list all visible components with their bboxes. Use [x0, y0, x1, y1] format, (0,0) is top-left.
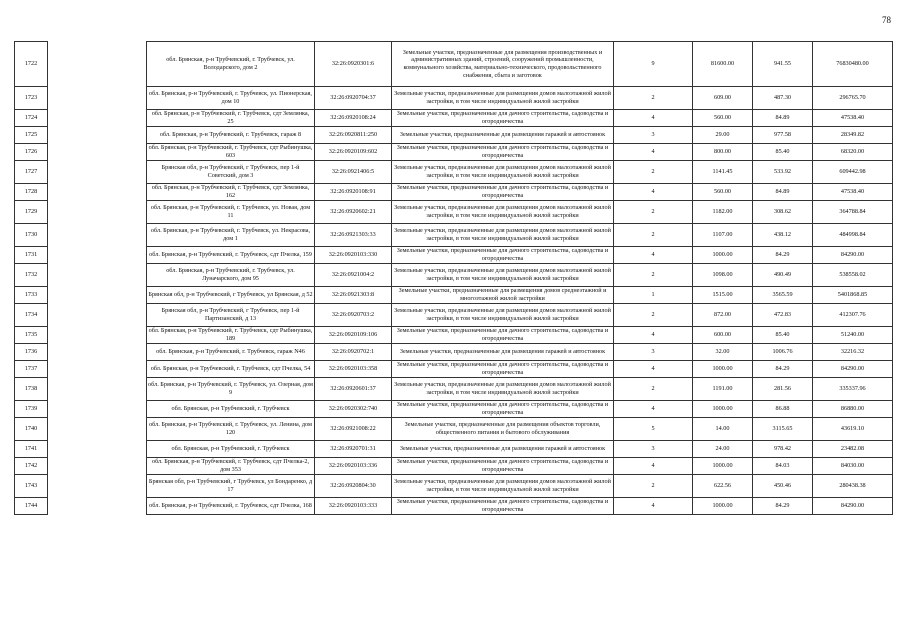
row-number-cell: 1735 [15, 327, 48, 344]
table-row [15, 110, 893, 127]
specific-value-cell: 308.62 [753, 201, 813, 224]
cadastral-number-cell: 32:26:0920602:21 [315, 201, 392, 224]
cadastral-value-table [14, 41, 893, 515]
row-number-cell: 1726 [15, 144, 48, 161]
area-cell: 622.56 [693, 475, 753, 498]
land-use-cell: Земельные участки, предназначенные для размещения домов малоэтажной жилой застройки, в том числе индивидуальной жилой застройки [392, 264, 614, 287]
cadastral-value-cell: 364788.84 [813, 201, 893, 224]
specific-value-cell: 977.58 [753, 127, 813, 144]
address-cell: Брянская обл, р-н Трубчевский, г Трубчевск, пер 1-й Партизанский, д 13 [147, 304, 315, 327]
group-number-cell: 2 [614, 201, 693, 224]
cadastral-number-cell: 32:26:0920702:1 [315, 344, 392, 361]
specific-value-cell: 86.88 [753, 401, 813, 418]
cadastral-value-cell: 43619.10 [813, 418, 893, 441]
cadastral-value-cell: 412307.76 [813, 304, 893, 327]
specific-value-cell: 84.29 [753, 361, 813, 378]
land-use-cell: Земельные участки, предназначенные для дачного строительства, садоводства и огородничества [392, 110, 614, 127]
address-cell: обл. Брянская, р-н Трубчевский, г. Трубчевск, сдт Землянка, 162 [147, 184, 315, 201]
blank-cell [48, 287, 147, 304]
cadastral-value-cell: 51240.00 [813, 327, 893, 344]
cadastral-value-cell: 28349.82 [813, 127, 893, 144]
specific-value-cell: 84.03 [753, 458, 813, 475]
blank-cell [48, 304, 147, 327]
group-number-cell: 4 [614, 247, 693, 264]
blank-cell [48, 87, 147, 110]
land-use-cell: Земельные участки, предназначенные для дачного строительства, садоводства и огородничества [392, 498, 614, 515]
blank-cell [48, 161, 147, 184]
address-cell: Брянская обл, р-н Трубчевский, г Трубчевск, пер 1-й Советский, дом 3 [147, 161, 315, 184]
cadastral-number-cell: 32:26:0920811:250 [315, 127, 392, 144]
table-row [15, 418, 893, 441]
cadastral-number-cell: 32:26:0920601:37 [315, 378, 392, 401]
row-number-cell: 1739 [15, 401, 48, 418]
land-use-cell: Земельные участки, предназначенные для размещения домов малоэтажной жилой застройки, в том числе индивидуальной жилой застройки [392, 378, 614, 401]
table-row [15, 401, 893, 418]
specific-value-cell: 533.92 [753, 161, 813, 184]
table-row [15, 144, 893, 161]
address-cell: обл. Брянская, р-н Трубчевский, г. Трубчевск [147, 441, 315, 458]
land-use-cell: Земельные участки, предназначенные для размещения производственных и административных зданий, строений, сооружений промышленности, коммунального хозяйства, материально-технического, продовольственного снабжения, сбыта и заготовок [392, 42, 614, 87]
address-cell: обл. Брянская, р-н Трубчевский, г. Трубчевск, ул. Володарского, дом 2 [147, 42, 315, 87]
cadastral-value-cell: 84290.00 [813, 498, 893, 515]
area-cell: 609.00 [693, 87, 753, 110]
address-cell: обл. Брянская, р-н Трубчевский, г. Трубчевск, гараж 8 [147, 127, 315, 144]
row-number-cell: 1737 [15, 361, 48, 378]
blank-cell [48, 224, 147, 247]
blank-cell [48, 264, 147, 287]
blank-cell [48, 344, 147, 361]
row-number-cell: 1724 [15, 110, 48, 127]
specific-value-cell: 438.12 [753, 224, 813, 247]
area-cell: 872.00 [693, 304, 753, 327]
land-use-cell: Земельные участки, предназначенные для размещения гаражей и автостоянок [392, 127, 614, 144]
cadastral-number-cell: 32:26:0920103:330 [315, 247, 392, 264]
land-use-cell: Земельные участки, предназначенные для размещения домов малоэтажной жилой застройки, в том числе индивидуальной жилой застройки [392, 161, 614, 184]
specific-value-cell: 3565.59 [753, 287, 813, 304]
cadastral-value-cell: 76830480.00 [813, 42, 893, 87]
address-cell: обл. Брянская, р-н Трубчевский, г. Трубчевск, ул. Пионерская, дом 10 [147, 87, 315, 110]
cadastral-number-cell: 32:26:0920108:91 [315, 184, 392, 201]
row-number-cell: 1743 [15, 475, 48, 498]
group-number-cell: 4 [614, 327, 693, 344]
table-row [15, 458, 893, 475]
table-row [15, 378, 893, 401]
cadastral-value-cell: 84290.00 [813, 247, 893, 264]
table-row [15, 264, 893, 287]
row-number-cell: 1729 [15, 201, 48, 224]
address-cell: обл. Брянская, р-н Трубчевский, г. Трубчевск, ул. Новая, дом 11 [147, 201, 315, 224]
table-row [15, 304, 893, 327]
specific-value-cell: 281.56 [753, 378, 813, 401]
row-number-cell: 1744 [15, 498, 48, 515]
area-cell: 800.00 [693, 144, 753, 161]
table-row [15, 42, 893, 87]
area-cell: 1191.00 [693, 378, 753, 401]
cadastral-value-cell: 84030.00 [813, 458, 893, 475]
specific-value-cell: 490.49 [753, 264, 813, 287]
blank-cell [48, 144, 147, 161]
row-number-cell: 1723 [15, 87, 48, 110]
area-cell: 14.00 [693, 418, 753, 441]
cadastral-number-cell: 32:26:0920108:24 [315, 110, 392, 127]
address-cell: обл. Брянская, р-н Трубчевский, г. Трубчевск [147, 401, 315, 418]
land-use-cell: Земельные участки, предназначенные для размещения домов среднеэтажной и многоэтажной жилой застройки [392, 287, 614, 304]
cadastral-number-cell: 32:26:0920701:31 [315, 441, 392, 458]
table-row [15, 127, 893, 144]
row-number-cell: 1742 [15, 458, 48, 475]
cadastral-number-cell: 32:26:0920103:358 [315, 361, 392, 378]
cadastral-number-cell: 32:26:0920103:336 [315, 458, 392, 475]
specific-value-cell: 450.46 [753, 475, 813, 498]
group-number-cell: 2 [614, 224, 693, 247]
cadastral-number-cell: 32:26:0920103:333 [315, 498, 392, 515]
area-cell: 1182.00 [693, 201, 753, 224]
area-cell: 1000.00 [693, 401, 753, 418]
group-number-cell: 3 [614, 344, 693, 361]
group-number-cell: 4 [614, 458, 693, 475]
table-row [15, 498, 893, 515]
address-cell: обл. Брянская, р-н Трубчевский, г. Трубчевск, ул. Озерная, дом 9 [147, 378, 315, 401]
land-use-cell: Земельные участки, предназначенные для дачного строительства, садоводства и огородничества [392, 247, 614, 264]
area-cell: 29.00 [693, 127, 753, 144]
blank-cell [48, 327, 147, 344]
blank-cell [48, 378, 147, 401]
row-number-cell: 1738 [15, 378, 48, 401]
specific-value-cell: 84.89 [753, 184, 813, 201]
group-number-cell: 3 [614, 441, 693, 458]
land-use-cell: Земельные участки, предназначенные для дачного строительства, садоводства и огородничества [392, 401, 614, 418]
group-number-cell: 9 [614, 42, 693, 87]
land-use-cell: Земельные участки, предназначенные для размещения домов малоэтажной жилой застройки, в том числе индивидуальной жилой застройки [392, 87, 614, 110]
area-cell: 1107.00 [693, 224, 753, 247]
specific-value-cell: 941.55 [753, 42, 813, 87]
cadastral-value-cell: 609442.98 [813, 161, 893, 184]
blank-cell [48, 201, 147, 224]
table-row [15, 201, 893, 224]
row-number-cell: 1740 [15, 418, 48, 441]
address-cell: обл. Брянская, р-н Трубчевский, г. Трубчевск, ул. Луначарского, дом 95 [147, 264, 315, 287]
blank-cell [48, 42, 147, 87]
land-use-cell: Земельные участки, предназначенные для размещения домов малоэтажной жилой застройки, в том числе индивидуальной жилой застройки [392, 201, 614, 224]
table-row [15, 247, 893, 264]
specific-value-cell: 84.89 [753, 110, 813, 127]
cadastral-number-cell: 32:26:0920301:6 [315, 42, 392, 87]
cadastral-number-cell: 32:26:0920804:30 [315, 475, 392, 498]
land-use-cell: Земельные участки, предназначенные для размещения объектов торговли, общественного питания и бытового обслуживания [392, 418, 614, 441]
cadastral-value-cell: 484998.84 [813, 224, 893, 247]
group-number-cell: 4 [614, 144, 693, 161]
table-row [15, 161, 893, 184]
land-use-cell: Земельные участки, предназначенные для размещения гаражей и автостоянок [392, 344, 614, 361]
area-cell: 1098.00 [693, 264, 753, 287]
cadastral-value-cell: 32216.32 [813, 344, 893, 361]
cadastral-number-cell: 32:26:0921303:8 [315, 287, 392, 304]
cadastral-number-cell: 32:26:0920703:2 [315, 304, 392, 327]
specific-value-cell: 978.42 [753, 441, 813, 458]
cadastral-number-cell: 32:26:0921008:22 [315, 418, 392, 441]
area-cell: 32.00 [693, 344, 753, 361]
address-cell: обл. Брянская, р-н Трубчевский, г. Трубчевск, ул. Ленина, дом 120 [147, 418, 315, 441]
cadastral-value-cell: 47538.40 [813, 184, 893, 201]
group-number-cell: 2 [614, 161, 693, 184]
area-cell: 1141.45 [693, 161, 753, 184]
row-number-cell: 1727 [15, 161, 48, 184]
group-number-cell: 4 [614, 401, 693, 418]
group-number-cell: 4 [614, 361, 693, 378]
land-use-cell: Земельные участки, предназначенные для дачного строительства, садоводства и огородничества [392, 184, 614, 201]
area-cell: 560.00 [693, 184, 753, 201]
blank-cell [48, 498, 147, 515]
cadastral-value-cell: 335337.96 [813, 378, 893, 401]
cadastral-value-cell: 23482.08 [813, 441, 893, 458]
blank-cell [48, 361, 147, 378]
area-cell: 81600.00 [693, 42, 753, 87]
row-number-cell: 1733 [15, 287, 48, 304]
row-number-cell: 1736 [15, 344, 48, 361]
blank-cell [48, 247, 147, 264]
cadastral-value-cell: 296765.70 [813, 87, 893, 110]
land-use-cell: Земельные участки, предназначенные для дачного строительства, садоводства и огородничества [392, 458, 614, 475]
address-cell: Брянская обл, р-н Трубчевский, г Трубчевск, ул Бондаренко, д 17 [147, 475, 315, 498]
table-row [15, 361, 893, 378]
row-number-cell: 1722 [15, 42, 48, 87]
area-cell: 1000.00 [693, 247, 753, 264]
blank-cell [48, 110, 147, 127]
group-number-cell: 2 [614, 475, 693, 498]
cadastral-value-cell: 538558.02 [813, 264, 893, 287]
address-cell: обл. Брянская, р-н Трубчевский, г. Трубчевск, сдт Землянка, 25 [147, 110, 315, 127]
specific-value-cell: 85.40 [753, 144, 813, 161]
row-number-cell: 1731 [15, 247, 48, 264]
group-number-cell: 3 [614, 127, 693, 144]
row-number-cell: 1732 [15, 264, 48, 287]
group-number-cell: 2 [614, 264, 693, 287]
group-number-cell: 5 [614, 418, 693, 441]
land-use-cell: Земельные участки, предназначенные для размещения гаражей и автостоянок [392, 441, 614, 458]
area-cell: 24.00 [693, 441, 753, 458]
specific-value-cell: 84.29 [753, 247, 813, 264]
blank-cell [48, 127, 147, 144]
page-number: 78 [882, 15, 891, 25]
area-cell: 1000.00 [693, 361, 753, 378]
cadastral-number-cell: 32:26:0920302:740 [315, 401, 392, 418]
address-cell: обл. Брянская, р-н Трубчевский, г. Трубчевск, сдт Пчелка-2, дом 353 [147, 458, 315, 475]
area-cell: 1515.00 [693, 287, 753, 304]
cadastral-number-cell: 32:26:0920704:37 [315, 87, 392, 110]
area-cell: 560.00 [693, 110, 753, 127]
cadastral-number-cell: 32:26:0920109:106 [315, 327, 392, 344]
area-cell: 1000.00 [693, 458, 753, 475]
row-number-cell: 1741 [15, 441, 48, 458]
blank-cell [48, 418, 147, 441]
table-row [15, 287, 893, 304]
row-number-cell: 1734 [15, 304, 48, 327]
address-cell: обл. Брянская, р-н Трубчевский, г. Трубчевск, сдт Пчелка, 54 [147, 361, 315, 378]
land-use-cell: Земельные участки, предназначенные для размещения домов малоэтажной жилой застройки, в том числе индивидуальной жилой застройки [392, 224, 614, 247]
land-use-cell: Земельные участки, предназначенные для дачного строительства, садоводства и огородничества [392, 327, 614, 344]
group-number-cell: 4 [614, 498, 693, 515]
group-number-cell: 2 [614, 304, 693, 327]
address-cell: обл. Брянская, р-н Трубчевский, г. Трубчевск, сдт Пчелка, 159 [147, 247, 315, 264]
specific-value-cell: 487.30 [753, 87, 813, 110]
specific-value-cell: 84.29 [753, 498, 813, 515]
address-cell: Брянская обл, р-н Трубчевский, г Трубчевск, ул Брянская, д 52 [147, 287, 315, 304]
group-number-cell: 2 [614, 378, 693, 401]
blank-cell [48, 184, 147, 201]
table-row [15, 475, 893, 498]
specific-value-cell: 85.40 [753, 327, 813, 344]
land-use-cell: Земельные участки, предназначенные для дачного строительства, садоводства и огородничества [392, 361, 614, 378]
group-number-cell: 2 [614, 87, 693, 110]
area-cell: 600.00 [693, 327, 753, 344]
specific-value-cell: 472.83 [753, 304, 813, 327]
address-cell: обл. Брянская, р-н Трубчевский, г. Трубчевск, сдт Рыбинушка, 603 [147, 144, 315, 161]
cadastral-number-cell: 32:26:0921406:5 [315, 161, 392, 184]
row-number-cell: 1728 [15, 184, 48, 201]
table-row [15, 441, 893, 458]
row-number-cell: 1725 [15, 127, 48, 144]
cadastral-value-cell: 68320.00 [813, 144, 893, 161]
group-number-cell: 1 [614, 287, 693, 304]
address-cell: обл. Брянская, р-н Трубчевский, г. Трубчевск, сдт Рыбинушка, 189 [147, 327, 315, 344]
cadastral-value-cell: 47538.40 [813, 110, 893, 127]
cadastral-value-cell: 86880.00 [813, 401, 893, 418]
table-row [15, 184, 893, 201]
cadastral-value-cell: 280438.38 [813, 475, 893, 498]
cadastral-number-cell: 32:26:0921303:33 [315, 224, 392, 247]
blank-cell [48, 475, 147, 498]
group-number-cell: 4 [614, 184, 693, 201]
specific-value-cell: 3115.65 [753, 418, 813, 441]
table-row [15, 344, 893, 361]
blank-cell [48, 458, 147, 475]
cadastral-value-cell: 84290.00 [813, 361, 893, 378]
address-cell: обл. Брянская, р-н Трубчевский, г. Трубчевск, гараж N46 [147, 344, 315, 361]
land-use-cell: Земельные участки, предназначенные для размещения домов малоэтажной жилой застройки, в том числе индивидуальной жилой застройки [392, 304, 614, 327]
row-number-cell: 1730 [15, 224, 48, 247]
address-cell: обл. Брянская, р-н Трубчевский, г. Трубчевск, ул. Некрасова, дом 1 [147, 224, 315, 247]
address-cell: обл. Брянская, р-н Трубчевский, г. Трубчевск, сдт Пчелка, 168 [147, 498, 315, 515]
group-number-cell: 4 [614, 110, 693, 127]
table-row [15, 224, 893, 247]
cadastral-number-cell: 32:26:0921004:2 [315, 264, 392, 287]
land-use-cell: Земельные участки, предназначенные для дачного строительства, садоводства и огородничества [392, 144, 614, 161]
cadastral-value-cell: 5401868.85 [813, 287, 893, 304]
blank-cell [48, 401, 147, 418]
specific-value-cell: 1006.76 [753, 344, 813, 361]
table-row [15, 87, 893, 110]
table-row [15, 327, 893, 344]
blank-cell [48, 441, 147, 458]
cadastral-number-cell: 32:26:0920109:602 [315, 144, 392, 161]
area-cell: 1000.00 [693, 498, 753, 515]
land-use-cell: Земельные участки, предназначенные для размещения домов малоэтажной жилой застройки, в том числе индивидуальной жилой застройки [392, 475, 614, 498]
